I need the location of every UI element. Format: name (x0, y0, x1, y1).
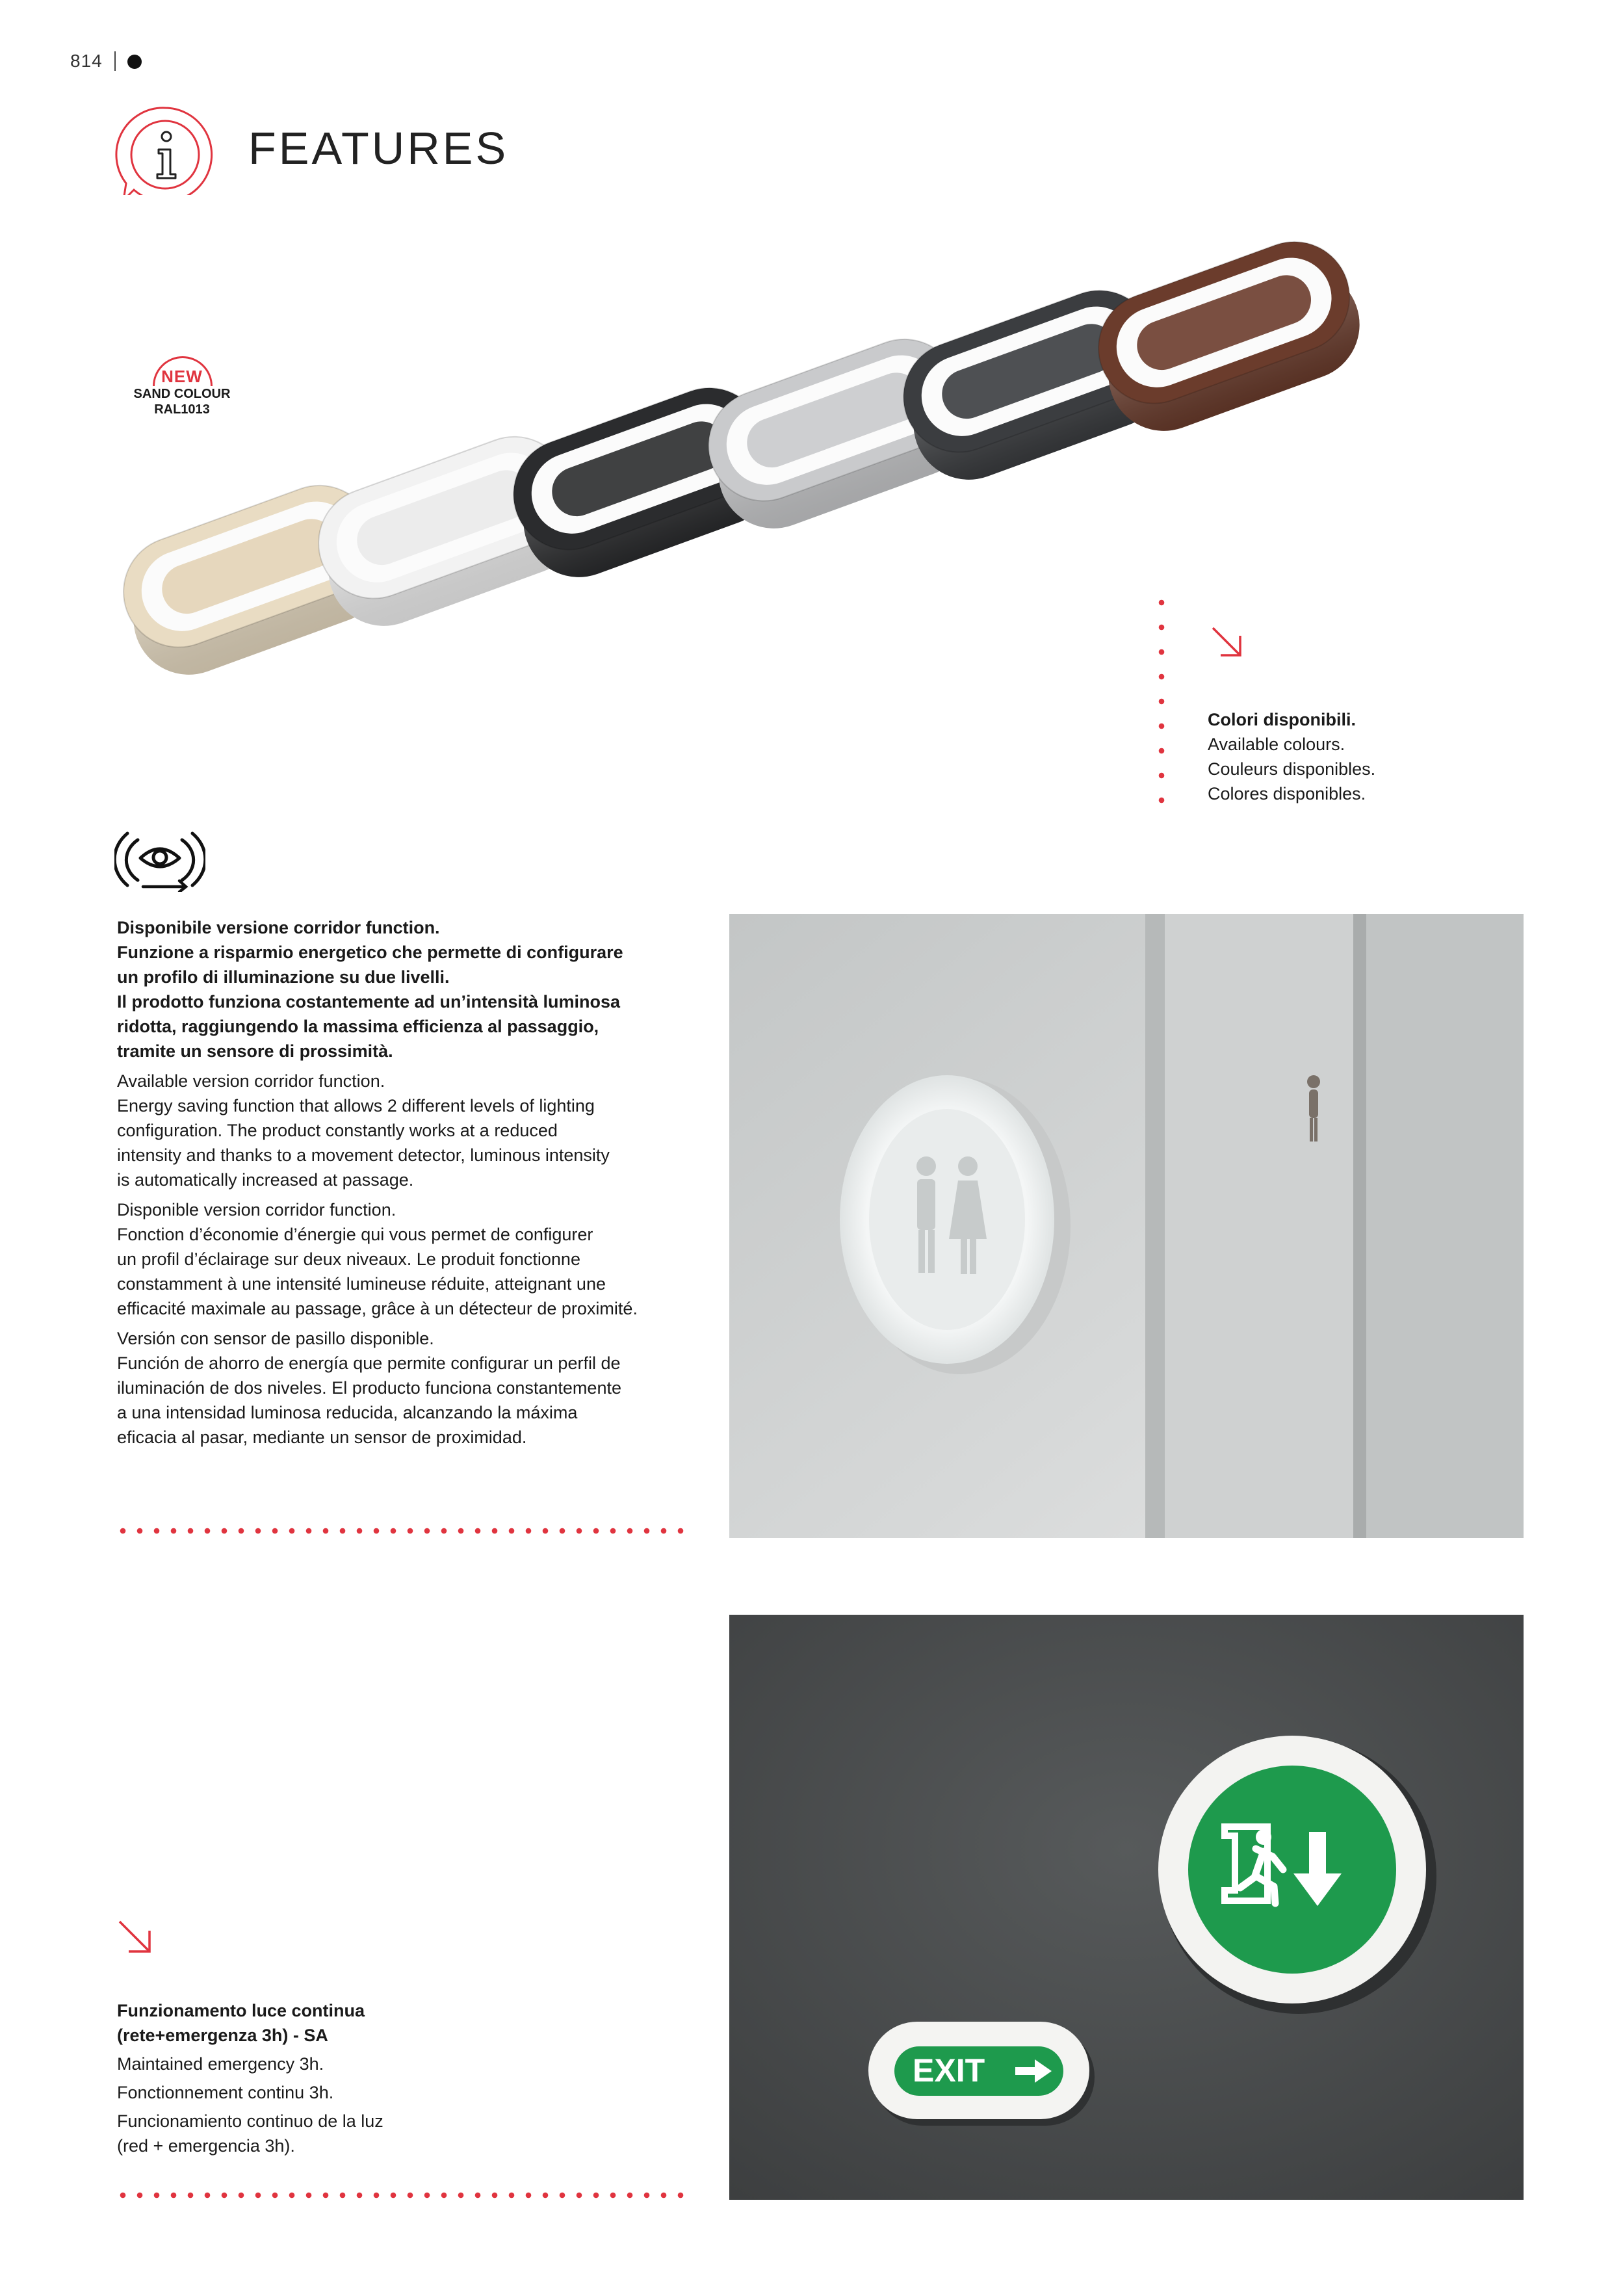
caption-fr: Couleurs disponibles. (1208, 759, 1376, 779)
colour-variants-illustration (58, 195, 1488, 722)
badge-line-1: SAND COLOUR (133, 387, 231, 401)
dotted-divider (114, 1528, 686, 1534)
maintained-description (117, 1998, 676, 2158)
caption-es: Colores disponibles. (1208, 784, 1366, 803)
maintained-en: Maintained emergency 3h. (117, 2054, 324, 2074)
maintained-es-2: (red + emergencia 3h). (117, 2136, 295, 2156)
corridor-fr: Disponible version corridor function. Fonction d’économie d’énergie qui vous permet de configurer un profil d’éclairage sur deux niveaux. Le produit fonctionne constamment à une intensité lumineuse réduite, atteignant une efficacité maximale au passage, grâce à un détecteur de proximité. (117, 1200, 638, 1318)
corridor-it: Disponibile versione corridor function. Funzione a risparmio energetico che permette di configurare un profilo di illuminazione su due livelli. Il prodotto funziona costantemente ad un’intensità luminosa ridotta, raggiungendo la massima efficienza al passaggio, tramite un sensore di prossimità. (117, 918, 623, 1061)
arrow-down-right-icon (117, 1919, 153, 1955)
dotted-divider-vertical (1158, 590, 1165, 806)
colours-caption (1208, 707, 1375, 806)
corridor-description (117, 915, 689, 1455)
caption-it: Colori disponibili. (1208, 710, 1356, 729)
new-label: NEW (161, 367, 203, 386)
exit-label: EXIT (913, 2052, 985, 2089)
page-title: FEATURES (248, 123, 509, 174)
maintained-it-1: Funzionamento luce continua (117, 2001, 365, 2020)
page-number: 814 (70, 51, 142, 72)
caption-en: Available colours. (1208, 735, 1345, 754)
badge-line-2: RAL1013 (154, 402, 210, 417)
corridor-sensor-icon (114, 820, 205, 892)
new-badge (123, 356, 240, 417)
maintained-it-2: (rete+emergenza 3h) - SA (117, 2026, 328, 2045)
restroom-sign-photo (729, 914, 1524, 1538)
bullet-icon (127, 55, 142, 69)
corridor-es: Versión con sensor de pasillo disponible. Función de ahorro de energía que permite configurar un perfil de iluminación de dos niveles. El producto funciona constantemente a una intensidad luminosa reducida, alcanzando la máxima eficacia al pasar, mediante un sensor de proximidad. (117, 1329, 621, 1447)
luminaire-corten (1083, 226, 1375, 447)
arrow-down-right-icon (1210, 625, 1244, 659)
corridor-en: Available version corridor function. Energy saving function that allows 2 different levels of lighting configuration. The product constantly works at a reduced intensity and thanks to a movement detector, luminous intensity is automatically increased at passage. (117, 1071, 610, 1190)
emergency-signs-photo (729, 1615, 1524, 2200)
dotted-divider (114, 2192, 686, 2198)
maintained-fr: Fonctionnement continu 3h. (117, 2083, 334, 2102)
maintained-es-1: Funcionamiento continuo de la luz (117, 2111, 383, 2131)
info-icon (114, 104, 216, 205)
product-colours-photo (58, 195, 1488, 722)
